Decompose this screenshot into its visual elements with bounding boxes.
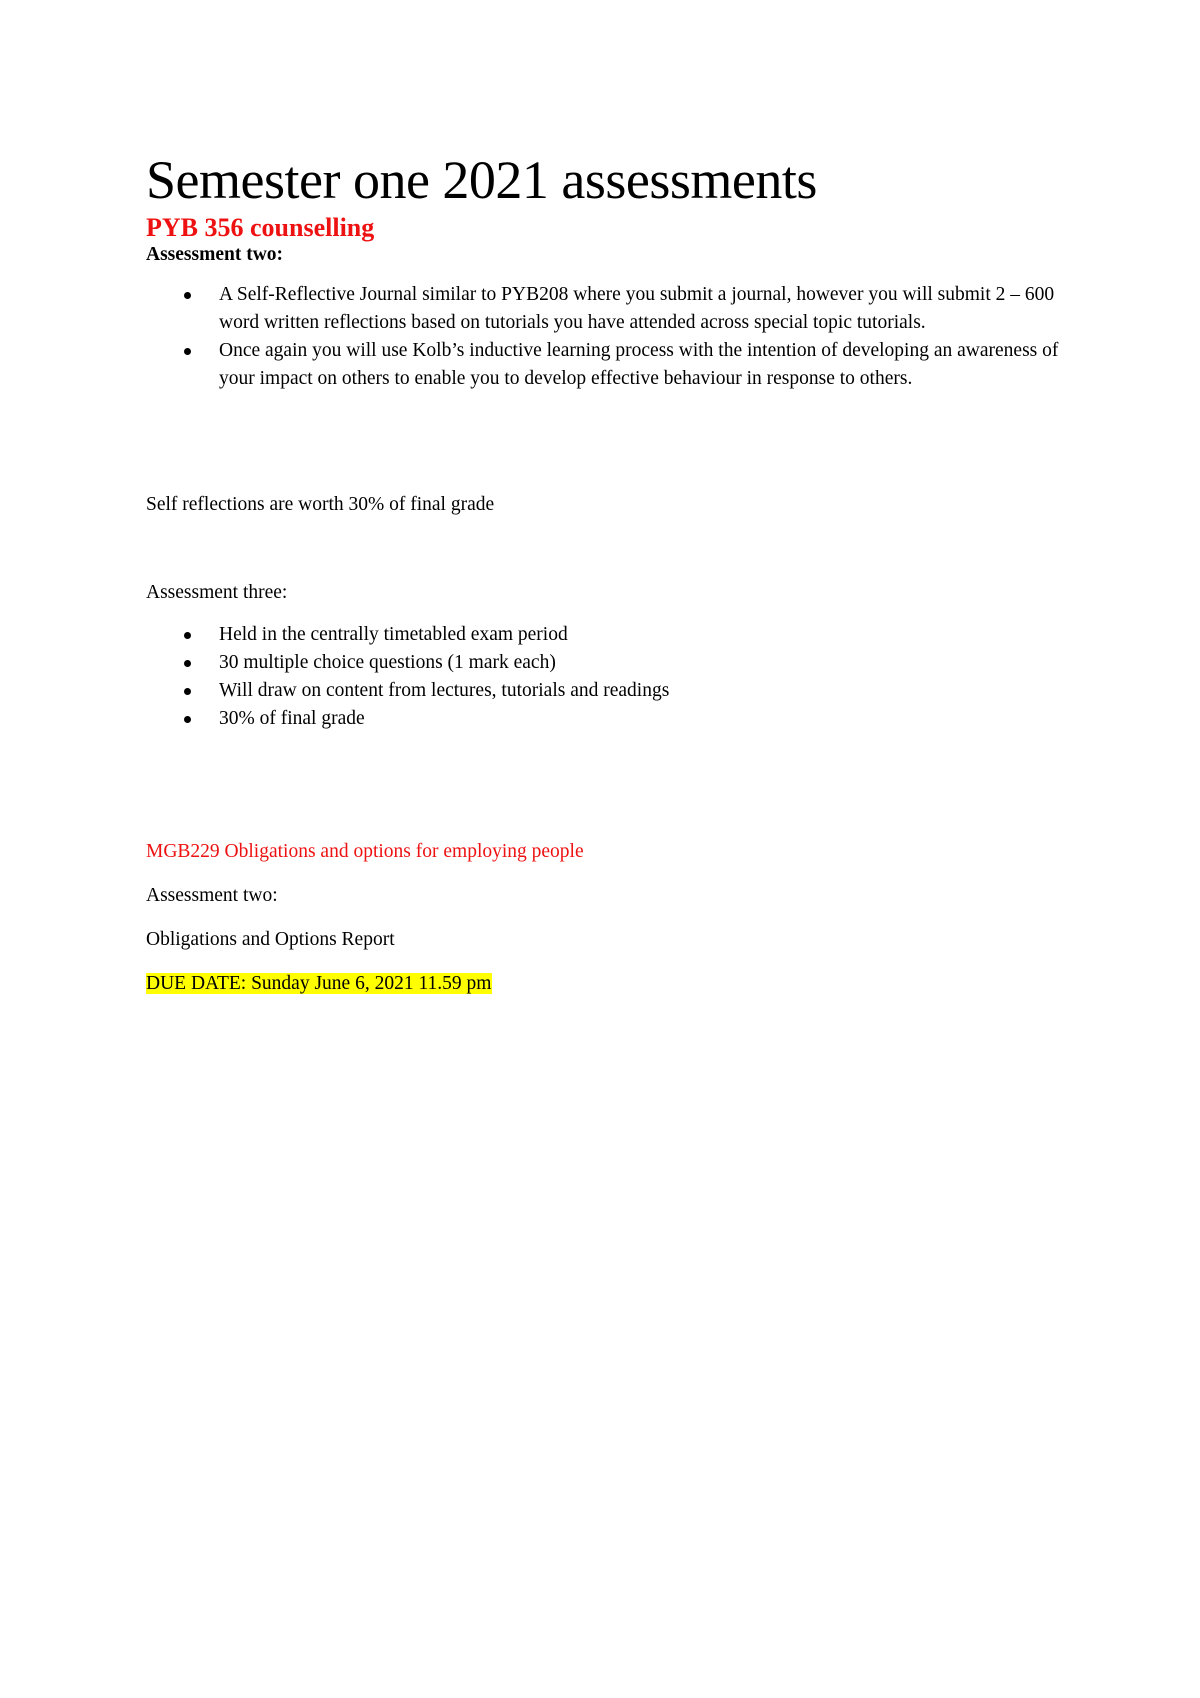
mgb229-assessment-two-label: Assessment two: xyxy=(146,885,278,906)
assessment-three-bullets xyxy=(146,621,1086,733)
course-heading-mgb229: MGB229 Obligations and options for employing people xyxy=(146,841,584,862)
bullet-icon xyxy=(184,292,191,299)
mgb229-assessment-name: Obligations and Options Report xyxy=(146,929,395,950)
list-item xyxy=(146,649,1086,677)
list-item xyxy=(146,705,1086,733)
bullet-text: Once again you will use Kolb’s inductive learning process with the intention of developing an awareness of your impact on others to enable you to develop effective behaviour in response to others. xyxy=(219,340,1059,389)
bullet-icon xyxy=(184,688,191,695)
bullet-icon xyxy=(184,632,191,639)
bullet-icon xyxy=(184,348,191,355)
page-title: Semester one 2021 assessments xyxy=(146,150,817,210)
assessment-two-bullets xyxy=(146,281,1086,393)
list-item xyxy=(146,677,1086,705)
bullet-icon xyxy=(184,660,191,667)
due-date xyxy=(146,970,492,998)
assessment-two-note: Self reflections are worth 30% of final grade xyxy=(146,494,495,515)
bullet-text: 30% of final grade xyxy=(219,708,365,729)
list-item xyxy=(146,281,1086,337)
due-date-highlight: DUE DATE: Sunday June 6, 2021 11.59 pm xyxy=(146,973,492,994)
assessment-two-label: Assessment two: xyxy=(146,244,284,265)
bullet-text: 30 multiple choice questions (1 mark each) xyxy=(219,652,556,673)
bullet-text: Held in the centrally timetabled exam period xyxy=(219,624,568,645)
course-heading-pyb356: PYB 356 counselling xyxy=(146,213,375,242)
bullet-text: A Self-Reflective Journal similar to PYB208 where you submit a journal, however you will submit 2 – 600 word written reflections based on tutorials you have attended across special topic tutorials. xyxy=(219,284,1055,333)
list-item xyxy=(146,337,1086,393)
bullet-icon xyxy=(184,716,191,723)
list-item xyxy=(146,621,1086,649)
assessment-three-label: Assessment three: xyxy=(146,582,288,603)
bullet-text: Will draw on content from lectures, tutorials and readings xyxy=(219,680,670,701)
